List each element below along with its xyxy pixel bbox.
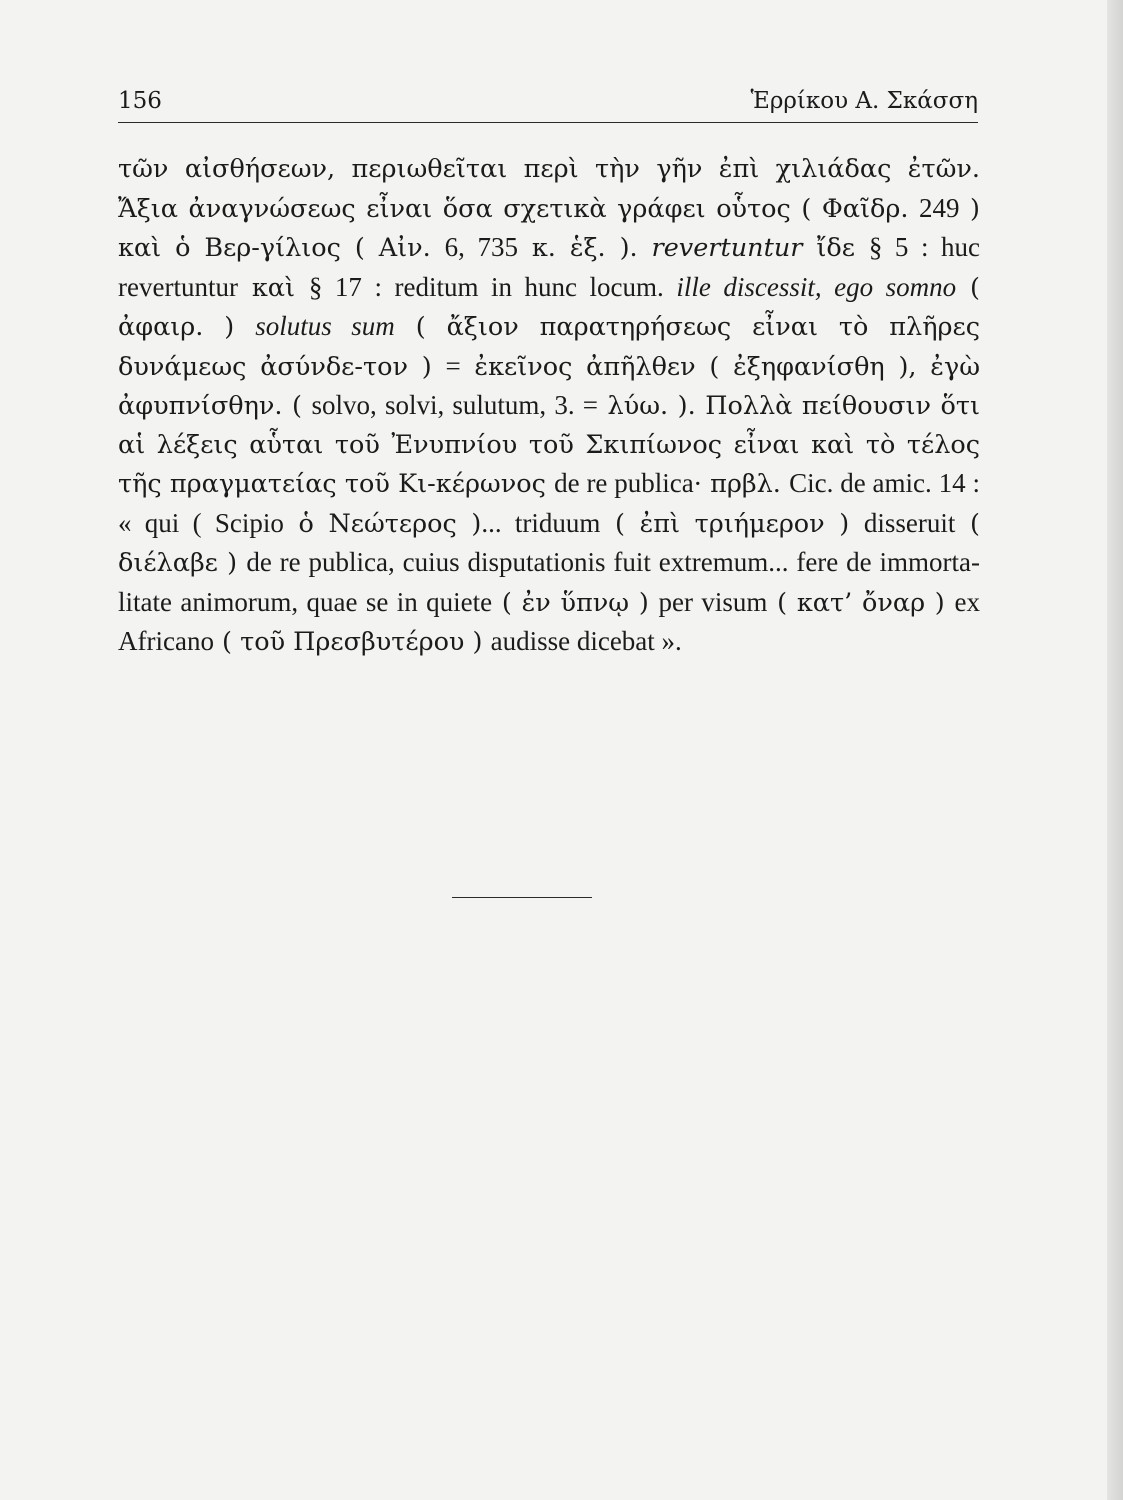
commentary-paragraph bbox=[118, 150, 980, 662]
italic-span: ille discessit, ego somno bbox=[676, 271, 957, 302]
text-span: τον ) bbox=[363, 351, 446, 382]
text-span: § 5 : huc revertuntur bbox=[118, 232, 980, 302]
text-span: ἴδε bbox=[802, 233, 869, 263]
header-rule bbox=[118, 122, 978, 123]
running-head bbox=[118, 82, 978, 122]
text-span: τῶν αἰσθήσεων, περιωθεῖται περὶ τὴν γῆν ἐπὶ χιλιάδας ἐτῶν. Ἄξια ἀναγνώσεως εἶναι ὅσα σχετικὰ γράφει οὗτος ( Φαῖδρ. bbox=[118, 154, 980, 224]
text-span: de re publica bbox=[554, 468, 694, 498]
text-span: per visum bbox=[658, 586, 768, 617]
text-span: ) καὶ ὁ Βερ- bbox=[118, 193, 980, 263]
text-span: audisse dicebat ». bbox=[490, 626, 682, 656]
text-span: = bbox=[445, 350, 461, 381]
text-span: κ. ἑξ. ). bbox=[517, 233, 652, 263]
text-span: · πρβλ. bbox=[693, 469, 790, 499]
text-span: ex Africano bbox=[118, 586, 980, 656]
text-span: καὶ bbox=[237, 272, 309, 303]
text-span: λύω. ). Πολλὰ πείθουσιν ὅτι αἱ λέξεις αὗται τοῦ Ἐνυπνίου τοῦ Σκιπίωνος εἶναι καὶ τὸ τέλος τῆς πραγματείας τοῦ Κι- bbox=[118, 391, 980, 499]
text-span: de re publica, cuius disputationis fuit extremum... fere de immorta-litate animorum, quae se in quiete bbox=[118, 547, 980, 617]
text-span: ὁ Νεώτερος ) bbox=[283, 508, 482, 539]
text-span: γίλιος ( Αἰν. bbox=[259, 233, 445, 263]
text-span: disseruit bbox=[863, 507, 956, 538]
text-span: ( ἐπὶ τριήμερον ) bbox=[600, 508, 864, 539]
text-span: 249 bbox=[918, 192, 960, 223]
page-edge bbox=[1107, 0, 1123, 1500]
text-span: ( ἄξιον παρατηρήσεως εἶναι τὸ πλῆρες δυνάμεως ἀσύνδε- bbox=[118, 312, 980, 382]
section-divider bbox=[452, 897, 592, 898]
text-span: solvo, solvi, sulutum, 3. = bbox=[311, 390, 599, 420]
text-span: κέρωνος bbox=[435, 469, 555, 499]
text-span: ( ἐν ὕπνῳ ) bbox=[492, 587, 659, 618]
text-span: 6, 735 bbox=[444, 232, 518, 262]
italic-span: solutus sum bbox=[255, 311, 395, 341]
text-span: ( τοῦ Πρεσβυτέρου ) bbox=[213, 627, 491, 657]
italic-span: revertuntur bbox=[651, 233, 803, 263]
text-span: ... triduum bbox=[481, 507, 601, 538]
running-title: Ἑρρίκου Α. Σκάσση bbox=[750, 88, 978, 114]
text-span: ( διέλαβε ) bbox=[118, 508, 980, 578]
text-span: Cic. de amic. 14 : « qui ( Scipio bbox=[118, 468, 980, 538]
text-span: ἐκεῖνος ἀπῆλθεν ( ἐξηφανίσθη ), ἐγὼ ἀφυπνίσθην. ( bbox=[118, 351, 980, 421]
text-span: § 17 : reditum in hunc locum. bbox=[308, 271, 677, 302]
text-span: ( κατ’ ὄναρ ) bbox=[767, 587, 955, 618]
text-span: ( ἀφαιρ. ) bbox=[118, 272, 980, 342]
page-number: 156 bbox=[118, 88, 162, 114]
